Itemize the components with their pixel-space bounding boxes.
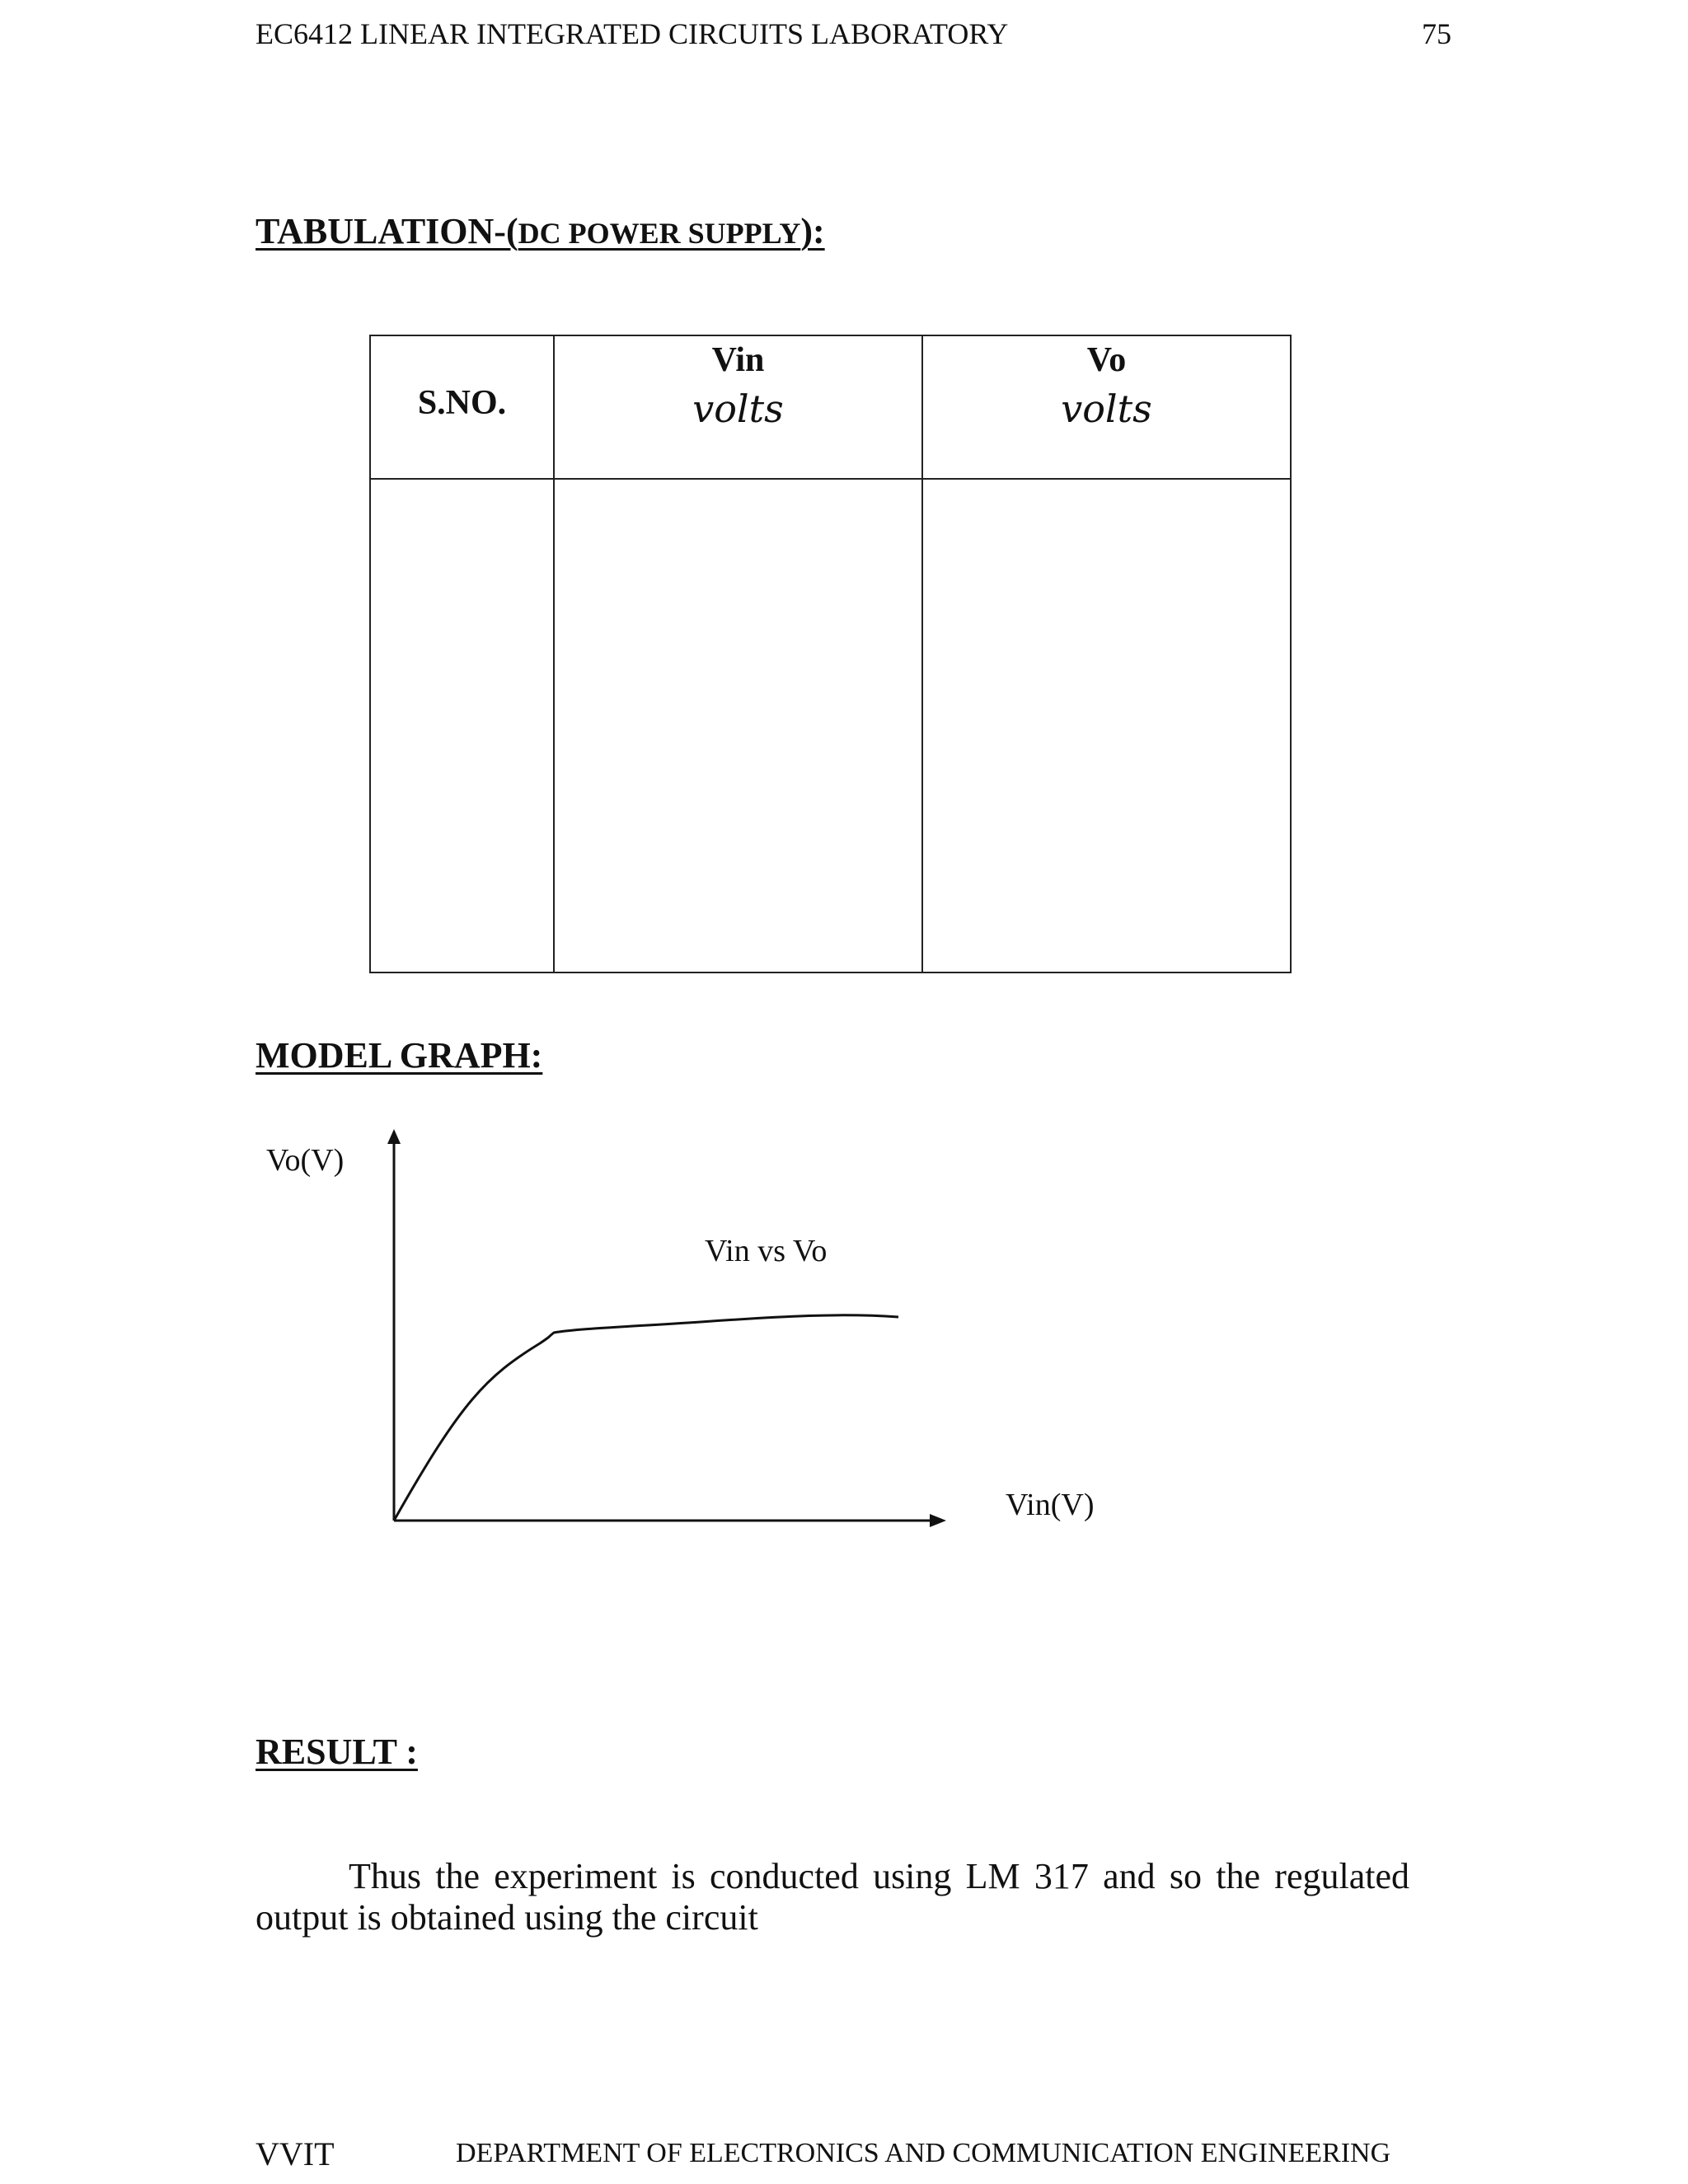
table-header-sno [370,335,554,479]
table-row [370,479,1291,972]
vin-column-unit: volts [692,387,784,431]
curve-label: Vin vs Vo [705,1234,828,1268]
page-number: 75 [1422,17,1451,50]
vin-column-title: Vin [711,341,765,379]
vo-column-title: Vo [1086,341,1127,379]
result-heading: RESULT : [256,1732,418,1772]
tabulation-heading [256,210,825,252]
footer-institute: VVIT [256,2135,335,2172]
table-cell-vin [554,479,922,972]
table-cell-sno [370,479,554,972]
table-header-vo [922,335,1291,479]
tabulation-heading-end: ): [800,211,825,251]
vin-vo-curve [394,1315,898,1521]
y-axis-arrow-icon [387,1129,401,1144]
x-axis-label: Vin(V) [1006,1488,1095,1522]
tabulation-table [369,335,1292,973]
sno-column-title: S.NO. [417,384,507,422]
tabulation-heading-small: DC POWER SUPPLY [518,217,801,250]
x-axis-arrow-icon [930,1514,946,1527]
table-header-row [370,335,1291,479]
y-axis-label: Vo(V) [266,1143,345,1178]
tabulation-heading-main: TABULATION-( [256,211,518,251]
table-header-vin [554,335,922,479]
model-graph-heading: MODEL GRAPH: [256,1035,543,1076]
page-header-title: EC6412 LINEAR INTEGRATED CIRCUITS LABORATORY [256,17,1009,50]
table-cell-vo [922,479,1291,972]
footer-department: DEPARTMENT OF ELECTRONICS AND COMMUNICATION ENGINEERING [456,2138,1391,2168]
vo-column-unit: volts [1061,387,1152,431]
result-paragraph: Thus the experiment is conducted using LM 317 and so the regulated output is obtained using the circuit [256,1856,1409,1938]
